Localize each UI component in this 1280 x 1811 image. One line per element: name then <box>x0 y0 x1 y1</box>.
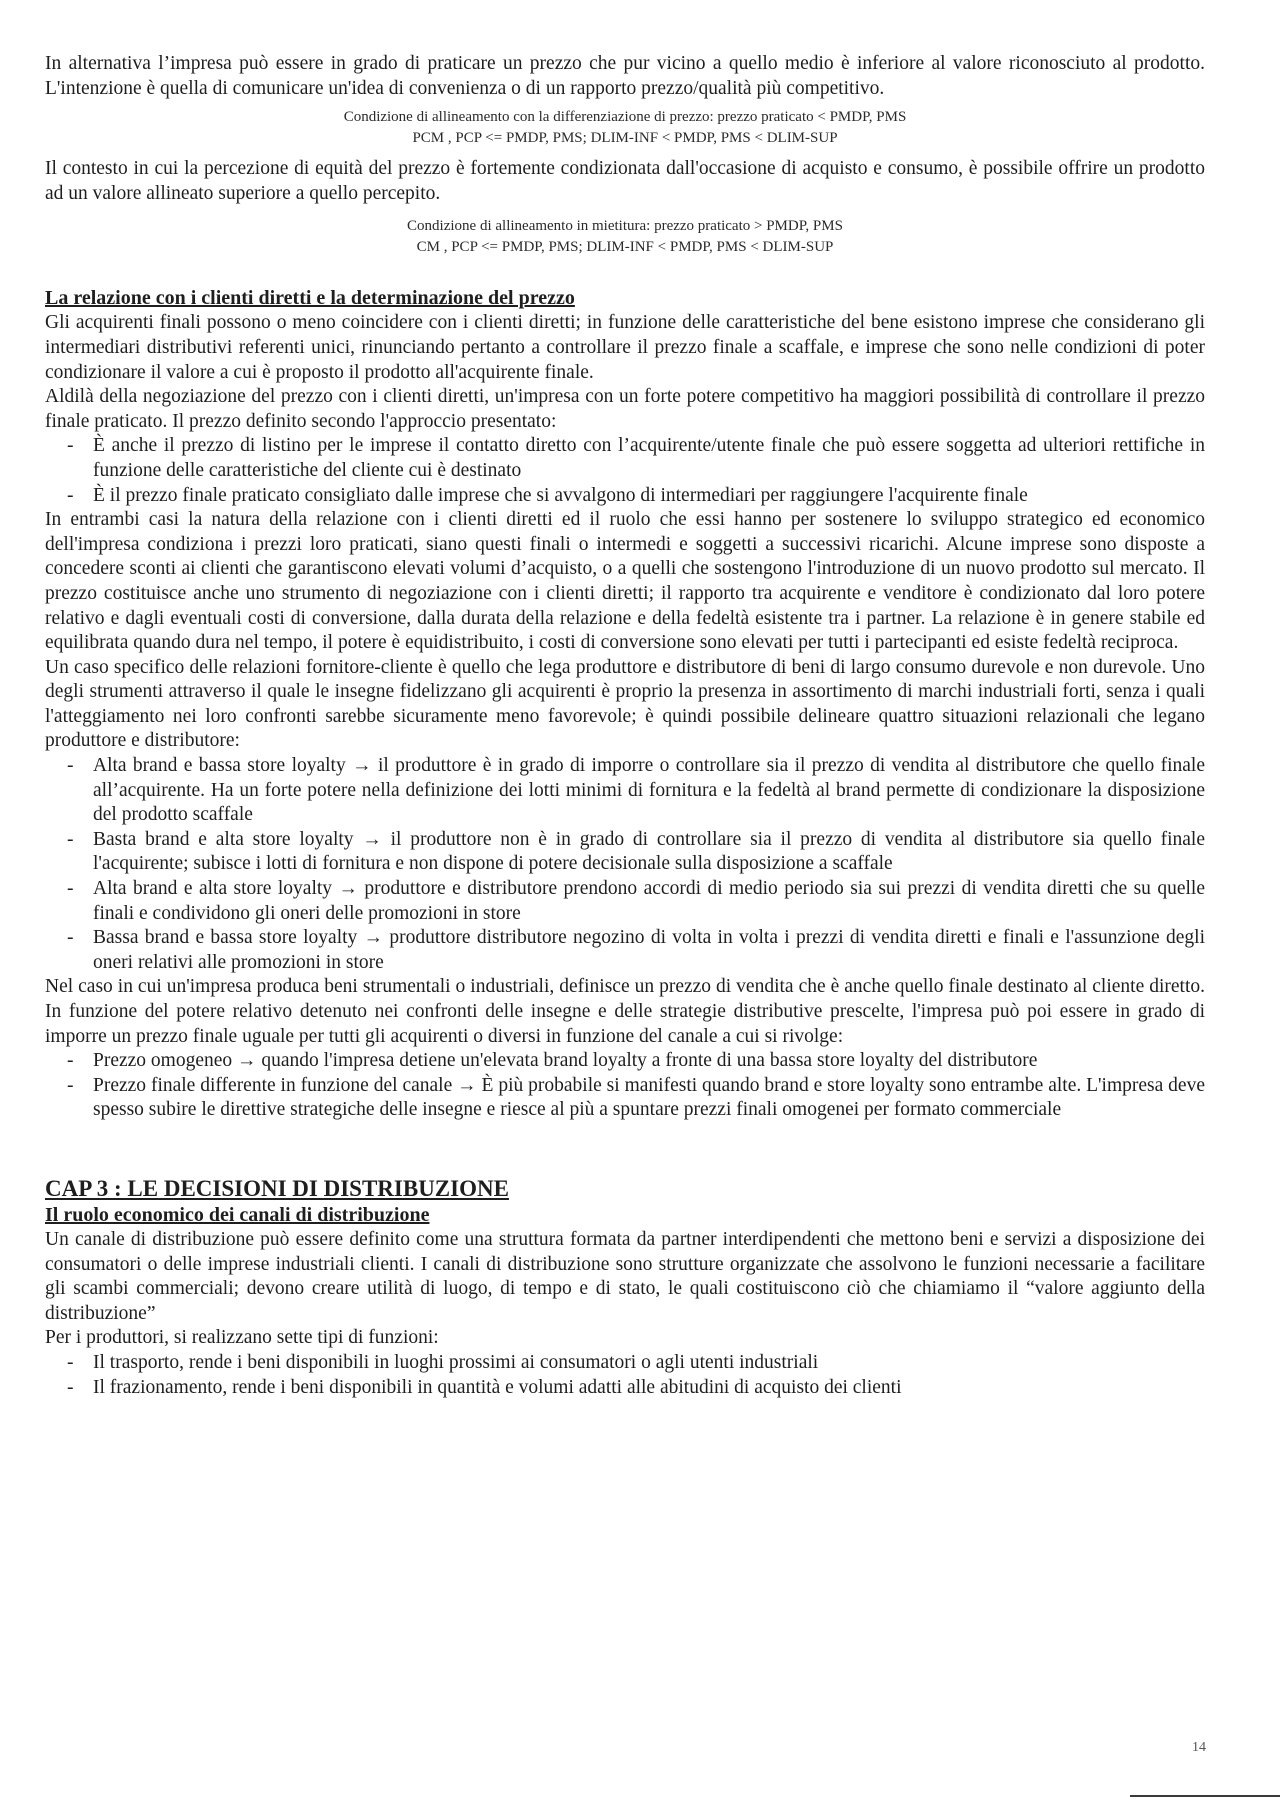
paragraph-supplier-client: Un caso specifico delle relazioni fornitore-cliente è quello che lega produttore e distributore di beni di largo consumo durevole e non durevole. Uno degli strumenti attraverso il quale le insegne fidelizzano gli acquirenti è proprio la presenza in assortimento di marchi industriali forti, senza i quali l'atteggiamento nei loro confronti sarebbe sicuramente meno favorevole; è quindi possibile delineare quattro situazioni relazionali che legano produttore e distributore: <box>45 656 1205 752</box>
paragraph-industrial-goods: Nel caso in cui un'impresa produca beni strumentali o industriali, definisce un prezzo di vendita che è anche quello finale destinato al cliente diretto. In funzione del potere relativo detenuto nei confronti delle insegne e delle strategie distributive prescelte, l'impresa può poi essere in grado di imporre un prezzo finale uguale per tutti gli acquirenti o diversi in funzione del canale a cui si rivolge: <box>45 976 1205 1047</box>
chapter-title: CAP 3 : LE DECISIONI DI DISTRIBUZIONE <box>45 1175 509 1201</box>
page-number: 14 <box>1192 1740 1206 1755</box>
section-title-distribution-role: Il ruolo economico dei canali di distribuzione <box>45 1203 430 1226</box>
paragraph-distribution-channel: Un canale di distribuzione può essere definito come una struttura formata da partner interdipendenti che mettono beni e servizi a disposizione dei consumatori o delle imprese industriali clienti. I canali di distribuzione sono strutture organizzate che assolvono le funzioni necessarie a facilitare gli scambi commerciali; devono creare utilità di luogo, di tempo e di stato, le quali costituiscono ciò che chiamiamo il “valore aggiunto della distribuzione” <box>45 1228 1205 1324</box>
list-item: - Prezzo finale differente in funzione del canale → È più probabile si manifesti quando brand e store loyalty sono entrambe alte. L'impresa deve spesso subire le direttive strategiche delle insegne e riesce al più a spuntare prezzi finali omogenei per formato commerciale <box>45 1074 1205 1123</box>
list-item: - Alta brand e alta store loyalty → produttore e distributore prendono accordi di medio periodo sia sui prezzi di vendita diretti che su quelle finali e condividono gli oneri delle promozioni in store <box>45 877 1205 926</box>
list-item: - È il prezzo finale praticato consigliato dalle imprese che si avvalgono di intermediari per raggiungere l'acquirente finale <box>45 484 1205 509</box>
list-item: - Il frazionamento, rende i beni disponibili in quantità e volumi adatti alle abitudini di acquisto dei clienti <box>45 1376 1205 1401</box>
formula-differentiation-line1: Condizione di allineamento con la differenziazione di prezzo: prezzo praticato < PMDP, PMS <box>343 109 907 126</box>
list-item: - Il trasporto, rende i beni disponibili in luoghi prossimi ai consumatori o agli utenti industriali <box>45 1351 1205 1376</box>
list-relational-situations <box>45 754 1205 975</box>
list-item: - Bassa brand e bassa store loyalty → produttore distributore negozino di volta in volta i prezzi di vendita diretti e finali e l'assunzione degli oneri relativi alle promozioni in store <box>45 926 1205 975</box>
list-price-definitions <box>45 434 1205 508</box>
list-item: - Prezzo omogeneo → quando l'impresa detiene un'elevata brand loyalty a fronte di una bassa store loyalty del distributore <box>45 1049 1205 1074</box>
section-title-direct-clients: La relazione con i clienti diretti e la determinazione del prezzo <box>45 287 575 310</box>
paragraph-negotiation: Aldilà della negoziazione del prezzo con i clienti diretti, un'impresa con un forte potere competitivo ha maggiori possibilità di controllare il prezzo finale praticato. Il prezzo definito secondo l'approccio presentato: <box>45 386 1205 432</box>
paragraph-relationship-nature: In entrambi casi la natura della relazione con i clienti diretti ed il ruolo che essi hanno per sostenere lo sviluppo strategico ed economico dell'impresa condiziona i prezzi loro praticati, siano questi finali o intermedi e soggetti a successivi ricarichi. Alcune imprese sono disposte a concedere sconti ai clienti che garantiscono elevati volumi d’acquisto, o a quelli che sostengono l'introduzione di un nuovo prodotto sul mercato. Il prezzo costituisce anche uno strumento di negoziazione con i clienti diretti; il rapporto tra acquirente e venditore è condizionato dal loro potere relativo e dagli eventuali costi di conversione, dalla durata della relazione e della fedeltà esistente tra i partner. La relazione è in genere stabile ed equilibrata quando dura nel tempo, il potere è equidistribuito, i costi di conversione sono elevati per tutti i partecipanti ed esiste fedeltà reciproca. <box>45 509 1205 654</box>
list-final-price-types <box>45 1049 1205 1123</box>
formula-harvesting-line1: Condizione di allineamento in mietitura: prezzo praticato > PMDP, PMS <box>407 218 843 235</box>
formula-harvesting-line2: CM , PCP <= PMDP, PMS; DLIM-INF < PMDP, PMS < DLIM-SUP <box>416 239 834 256</box>
paragraph-final-buyers: Gli acquirenti finali possono o meno coincidere con i clienti diretti; in funzione delle caratteristiche del bene esistono imprese che considerano gli intermediari distributivi referenti unici, rinunciando pertanto a controllare il prezzo finale a scaffale, e imprese che sono nelle condizioni di poter condizionare il valore a cui è proposto il prodotto all'acquirente finale. <box>45 312 1205 383</box>
list-item: - Basta brand e alta store loyalty → il produttore non è in grado di controllare sia il prezzo di vendita al distributore sia quello finale l'acquirente; subisce i lotti di fornitura e non dispone di potere decisionale sulla disposizione a scaffale <box>45 828 1205 877</box>
paragraph-producer-functions: Per i produttori, si realizzano sette tipi di funzioni: <box>45 1327 439 1349</box>
page-content <box>45 52 1205 1400</box>
paragraph-alternative-pricing: In alternativa l’impresa può essere in grado di praticare un prezzo che pur vicino a quello medio è inferiore al valore riconosciuto al prodotto. L'intenzione è quella di comunicare un'idea di convenienza o di un rapporto prezzo/qualità più competitivo. <box>45 53 1205 99</box>
formula-differentiation-line2: PCM , PCP <= PMDP, PMS; DLIM-INF < PMDP, PMS < DLIM-SUP <box>412 130 838 147</box>
paragraph-price-perception: Il contesto in cui la percezione di equità del prezzo è fortemente condizionata dall'occasione di acquisto e consumo, è possibile offrire un prodotto ad un valore allineato superiore a quello percepito. <box>45 158 1205 204</box>
list-item: - Alta brand e bassa store loyalty → il produttore è in grado di imporre o controllare sia il prezzo di vendita al distributore che quello finale all’acquirente. Ha un forte potere nella definizione dei lotti minimi di fornitura e la fedeltà al brand permette di condizionare la disposizione del prodotto scaffale <box>45 754 1205 828</box>
list-item: - È anche il prezzo di listino per le imprese il contatto diretto con l’acquirente/utente finale che può essere soggetta ad ulteriori rettifiche in funzione delle caratteristiche del cliente cui è destinato <box>45 434 1205 483</box>
list-distribution-functions <box>45 1351 1205 1400</box>
